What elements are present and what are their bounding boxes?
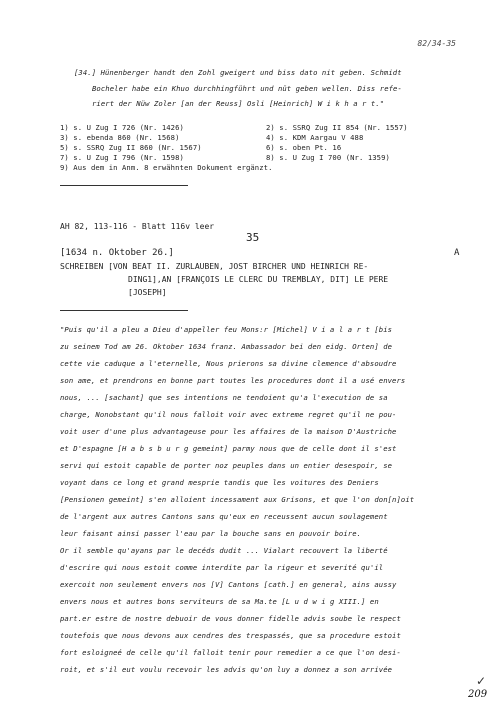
body-line: de l'argent aux autres Cantons sans qu'eux en receussent aucun soulagement xyxy=(60,512,388,521)
footnote: 1) s. U Zug I 726 (Nr. 1426) xyxy=(60,123,184,132)
body-line: charge, Nonobstant qu'il nous falloit voir avec extreme regret qu'il ne pou- xyxy=(60,410,397,419)
check-mark-icon: ✓ xyxy=(476,674,487,688)
body-line: et D'espagne [H a b s b u r g gemeint] parmy nous que de celle dont il s'est xyxy=(60,444,397,453)
footnote: 9) Aus dem in Anm. 8 erwähnten Dokument ergänzt. xyxy=(60,163,273,172)
doc34-line: riert der Nüw Zoler [an der Reuss] Osli [Heinrich] W i k h a r t." xyxy=(92,99,385,108)
doc-title-line: [JOSEPH] xyxy=(128,288,167,297)
doc34-line: [34.] Hünenberger handt den Zohl gweigert und biss dato nit geben. Schmidt xyxy=(74,68,402,77)
body-line: Or il semble qu'ayans par le decéds dudit ... Vialart recouvert la liberté xyxy=(60,546,388,555)
doc-title-line: SCHREIBEN [VON BEAT II. ZURLAUBEN, JOST BIRCHER UND HEINRICH RE- xyxy=(60,262,369,271)
body-line: d'escrire qui nous estoit comme interdite par la rigeur et severité qu'il xyxy=(60,563,384,572)
body-line: envers nous et autres bons serviteurs de sa Ma.te [L u d w i g XIII.] en xyxy=(60,597,379,606)
doc-marker: A xyxy=(454,248,460,258)
footnote: 2) s. SSRQ Zug II 854 (Nr. 1557) xyxy=(266,123,408,132)
body-line: zu seinem Tod am 26. Oktober 1634 franz. Ambassador bei den eidg. Orten] de xyxy=(60,342,393,351)
doc-number: 35 xyxy=(246,231,260,244)
footnote: 6) s. oben Pt. 16 xyxy=(266,143,342,152)
body-line: nous, ... [sachant] que ses intentions ne tendoient qu'a l'execution de sa xyxy=(60,393,388,402)
body-line: leur faisant ainsi passer l'eau par la bouche sans en pouvoir boire. xyxy=(60,529,362,538)
body-line: son ame, et prendrons en bonne part toutes les procedures dont il a usé envers xyxy=(60,376,406,385)
page-reference: 82/34-35 xyxy=(417,39,456,48)
blatt-note: AH 82, 113-116 - Blatt 116v leer xyxy=(60,222,215,231)
body-line: exercoit non seulement envers nos [V] Cantons [cath.] en general, ains aussy xyxy=(60,580,397,589)
footnote: 8) s. U Zug I 700 (Nr. 1359) xyxy=(266,153,390,162)
body-line: voit user d'une plus advantageuse pour les affaires de la maison D'Austriche xyxy=(60,427,397,436)
doc-date: [1634 n. Oktober 26.] xyxy=(60,248,174,258)
handwritten-page-number: 209 xyxy=(468,689,488,700)
footnote: 7) s. U Zug I 796 (Nr. 1598) xyxy=(60,153,184,162)
doc-title-line: DING1],AN [FRANÇOIS LE CLERC DU TREMBLAY, DIT] LE PERE xyxy=(128,275,389,284)
footnote: 4) s. KDM Aargau V 488 xyxy=(266,133,364,142)
doc34-line: Bocheler habe ein Khuo durchhingführt und nüt geben wellen. Diss refe- xyxy=(92,84,402,93)
title-rule xyxy=(60,310,188,311)
body-line: part.er estre de nostre debuoir de vous donner fidelle advis soube le respect xyxy=(60,614,401,623)
body-line: fort esloigneé de celle qu'il falloit tenir pour remedier a ce que l'on desi- xyxy=(60,648,401,657)
body-line: "Puis qu'il a pleu a Dieu d'appeller feu Mons:r [Michel] V i a l a r t [bis xyxy=(60,325,393,334)
body-line: roit, et s'il eut voulu recevoir les advis qu'on luy a donnez a son arrivée xyxy=(60,665,393,674)
body-line: servi qui estoit capable de porter noz peuples dans un entier desespoir, se xyxy=(60,461,393,470)
footnote-rule xyxy=(60,185,188,186)
footnote: 3) s. ebenda 860 (Nr. 1568) xyxy=(60,133,180,142)
body-line: [Pensionen gemeint] s'en alloient incessament aux Grisons, et que l'on don[n]oit xyxy=(60,495,415,504)
body-line: voyant dans ce long et grand mesprie tandis que les voitures des Deniers xyxy=(60,478,379,487)
body-line: toutefois que nous devons aux cendres des trespassés, que sa procedure estoit xyxy=(60,631,401,640)
footnote: 5) s. SSRQ Zug II 860 (Nr. 1567) xyxy=(60,143,202,152)
body-line: cette vie caduque a l'eternelle, Nous prierons sa divine clemence d'absoudre xyxy=(60,359,397,368)
